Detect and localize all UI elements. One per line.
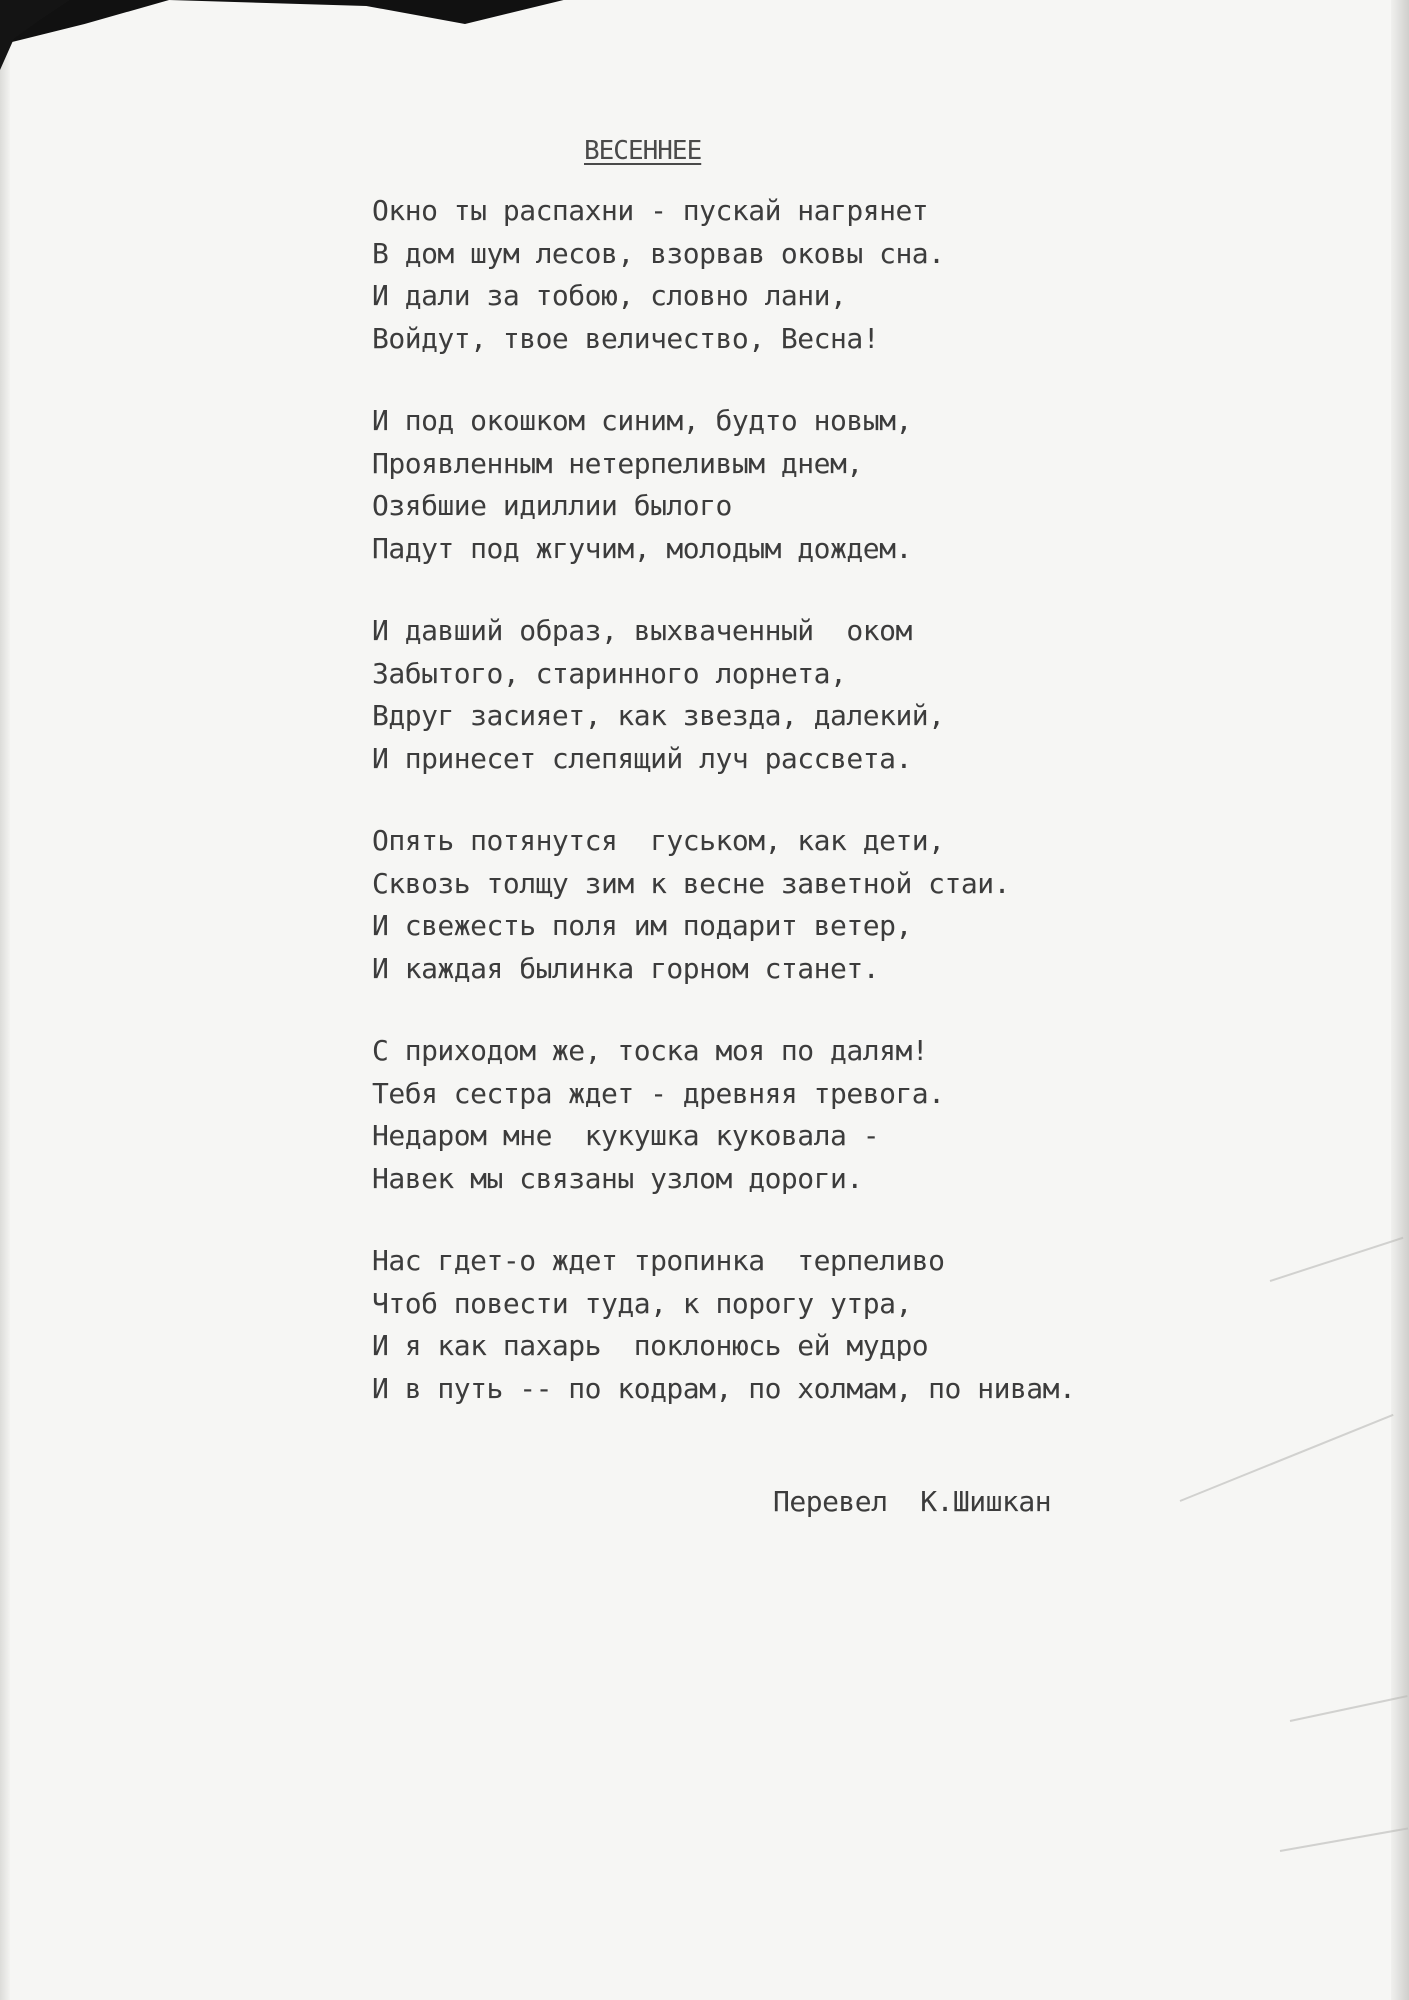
poem-line: Сквозь толщу зим к весне заветной стаи. [372,866,1010,900]
stanza [372,820,1192,990]
translator-signature: Перевел К.Шишкан [773,1485,1052,1518]
poem-line: В дом шум лесов, взорвав оковы сна. [372,236,945,270]
stanza [372,1240,1192,1410]
page-left-edge [0,0,10,2000]
poem-line: И каждая былинка горном станет. [372,951,880,985]
poem-line: Забытого, старинного лорнета, [372,656,847,690]
stanza [372,190,1192,360]
poem-line: Войдут, твое величество, Весна! [372,321,880,355]
poem-title: ВЕСЕННЕЕ [584,136,702,166]
poem-line: И дали за тобою, словно лани, [372,279,847,312]
poem-line: Нас гдет-о ждет тропинка терпеливо [372,1244,945,1277]
poem-body [372,190,1192,1450]
poem-line: И в путь -- по кодрам, по холмам, по нивам. [372,1371,1076,1405]
torn-top-edge [0,0,1409,60]
stanza [372,610,1192,780]
paper-crease [1180,1414,1394,1502]
poem-line: И свежесть поля им подарит ветер, [372,909,912,942]
poem-line: И давший образ, выхваченный оком [372,614,912,647]
poem-line: С приходом же, тоска моя по далям! [372,1034,929,1067]
stanza [372,400,1192,570]
stanza [372,1030,1192,1200]
poem-line: Проявленным нетерпеливым днем, [372,446,863,480]
page-right-edge [1391,0,1409,2000]
paper-crease [1270,1237,1404,1282]
paper-crease [1280,1827,1408,1852]
poem-line: Окно ты распахни - пускай нагрянет [372,194,929,227]
poem-line: Тебя сестра ждет - древняя тревога. [372,1076,945,1110]
poem-line: Навек мы связаны узлом дороги. [372,1161,863,1195]
poem-line: И принесет слепящий луч рассвета. [372,741,912,775]
poem-line: Озябшие идиллии былого [372,489,732,522]
poem-line: Вдруг засияет, как звезда, далекий, [372,699,945,732]
poem-line: Опять потянутся гуськом, как дети, [372,824,945,857]
poem-line: И я как пахарь поклонюсь ей мудро [372,1329,929,1362]
poem-line: Чтоб повести туда, к порогу утра, [372,1286,912,1320]
paper-crease [1290,1695,1408,1722]
poem-line: И под окошком синим, будто новым, [372,404,912,437]
poem-line: Недаром мне кукушка куковала - [372,1119,880,1152]
poem-line: Падут под жгучим, молодым дождем. [372,531,912,565]
